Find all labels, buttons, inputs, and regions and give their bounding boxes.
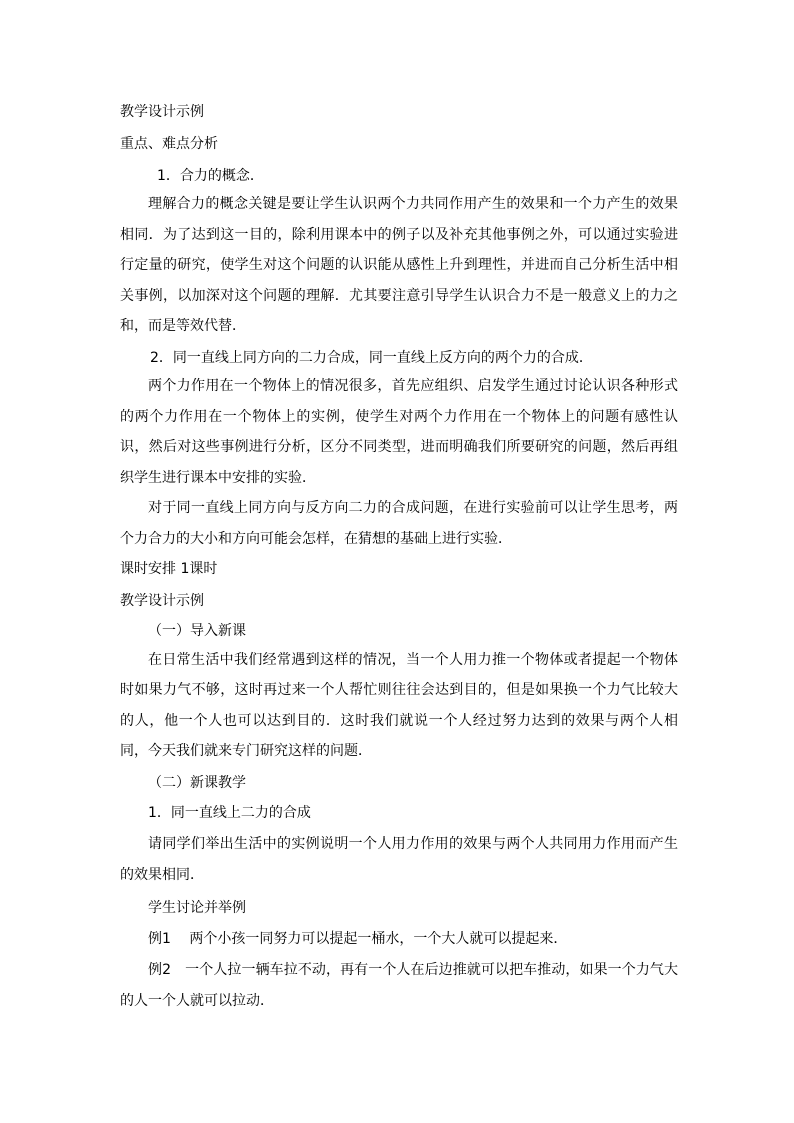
paragraph: 理解合力的概念关键是要让学生认识两个力共同作用产生的效果和一个力产生的效果相同．为了达到这一目的，除利用课本中的例子以及补充其他事例之外，可以通过实验进行定量的研究，使学生对这个问题的认识能从感性上升到理性，并进而自己分析生活中相关事例，以加深对这个问题的理解．尤其要注意引导学生认识合力不是一般意义上的力之和，而是等效代替．	[120, 196, 678, 335]
example-line: 例2 一个人拉一辆车拉不动，再有一个人在后边推就可以把车推动，如果一个力气大的人一个人就可以拉动．	[120, 962, 678, 1009]
paragraph: 请同学们举出生活中的实例说明一个人用力作用的效果与两个人共同用力作用而产生的效果相同．	[120, 835, 678, 883]
document-body	[120, 100, 678, 1016]
list-item: 1．同一直线上二力的合成	[148, 804, 311, 821]
paragraph: 在日常生活中我们经常遇到这样的情况，当一个人用力推一个物体或者提起一个物体时如果力气不够，这时再过来一个人帮忙则往往会达到目的，但是如果换一个力气比较大的人，他一个人也可以达到目的．这时我们就说一个人经过努力达到的效果与两个人相同，今天我们就来专门研究这样的问题．	[120, 651, 678, 760]
paragraph: 对于同一直线上同方向与反方向二力的合成问题，在进行实验前可以让学生思考，两个力合力的大小和方向可能会怎样，在猜想的基础上进行实验．	[120, 500, 678, 547]
section-title: 教学设计示例	[120, 104, 204, 120]
example-line: 例1 两个小孩一同努力可以提起一桶水，一个大人就可以提起来．	[148, 931, 568, 948]
list-item: 2．同一直线上同方向的二力合成，同一直线上反方向的两个力的合成．	[150, 349, 593, 366]
subsection-heading: （二）新课教学	[148, 774, 246, 791]
heading-key-points: 重点、难点分析	[120, 136, 218, 152]
schedule-line: 课时安排 1课时	[120, 560, 218, 577]
paragraph: 两个力作用在一个物体上的情况很多，首先应组织、启发学生通过讨论认识各种形式的两个力作用在一个物体上的实例，使学生对两个力作用在一个物体上的问题有感性认识，然后对这些事例进行分析，区分不同类型，进而明确我们所要研究的问题，然后再组织学生进行课本中安排的实验．	[120, 377, 678, 486]
section-title: 教学设计示例	[120, 592, 204, 609]
list-item: 学生讨论并举例	[148, 900, 246, 917]
list-item: 1．合力的概念．	[157, 168, 264, 184]
subsection-heading: （一）导入新课	[148, 622, 246, 639]
